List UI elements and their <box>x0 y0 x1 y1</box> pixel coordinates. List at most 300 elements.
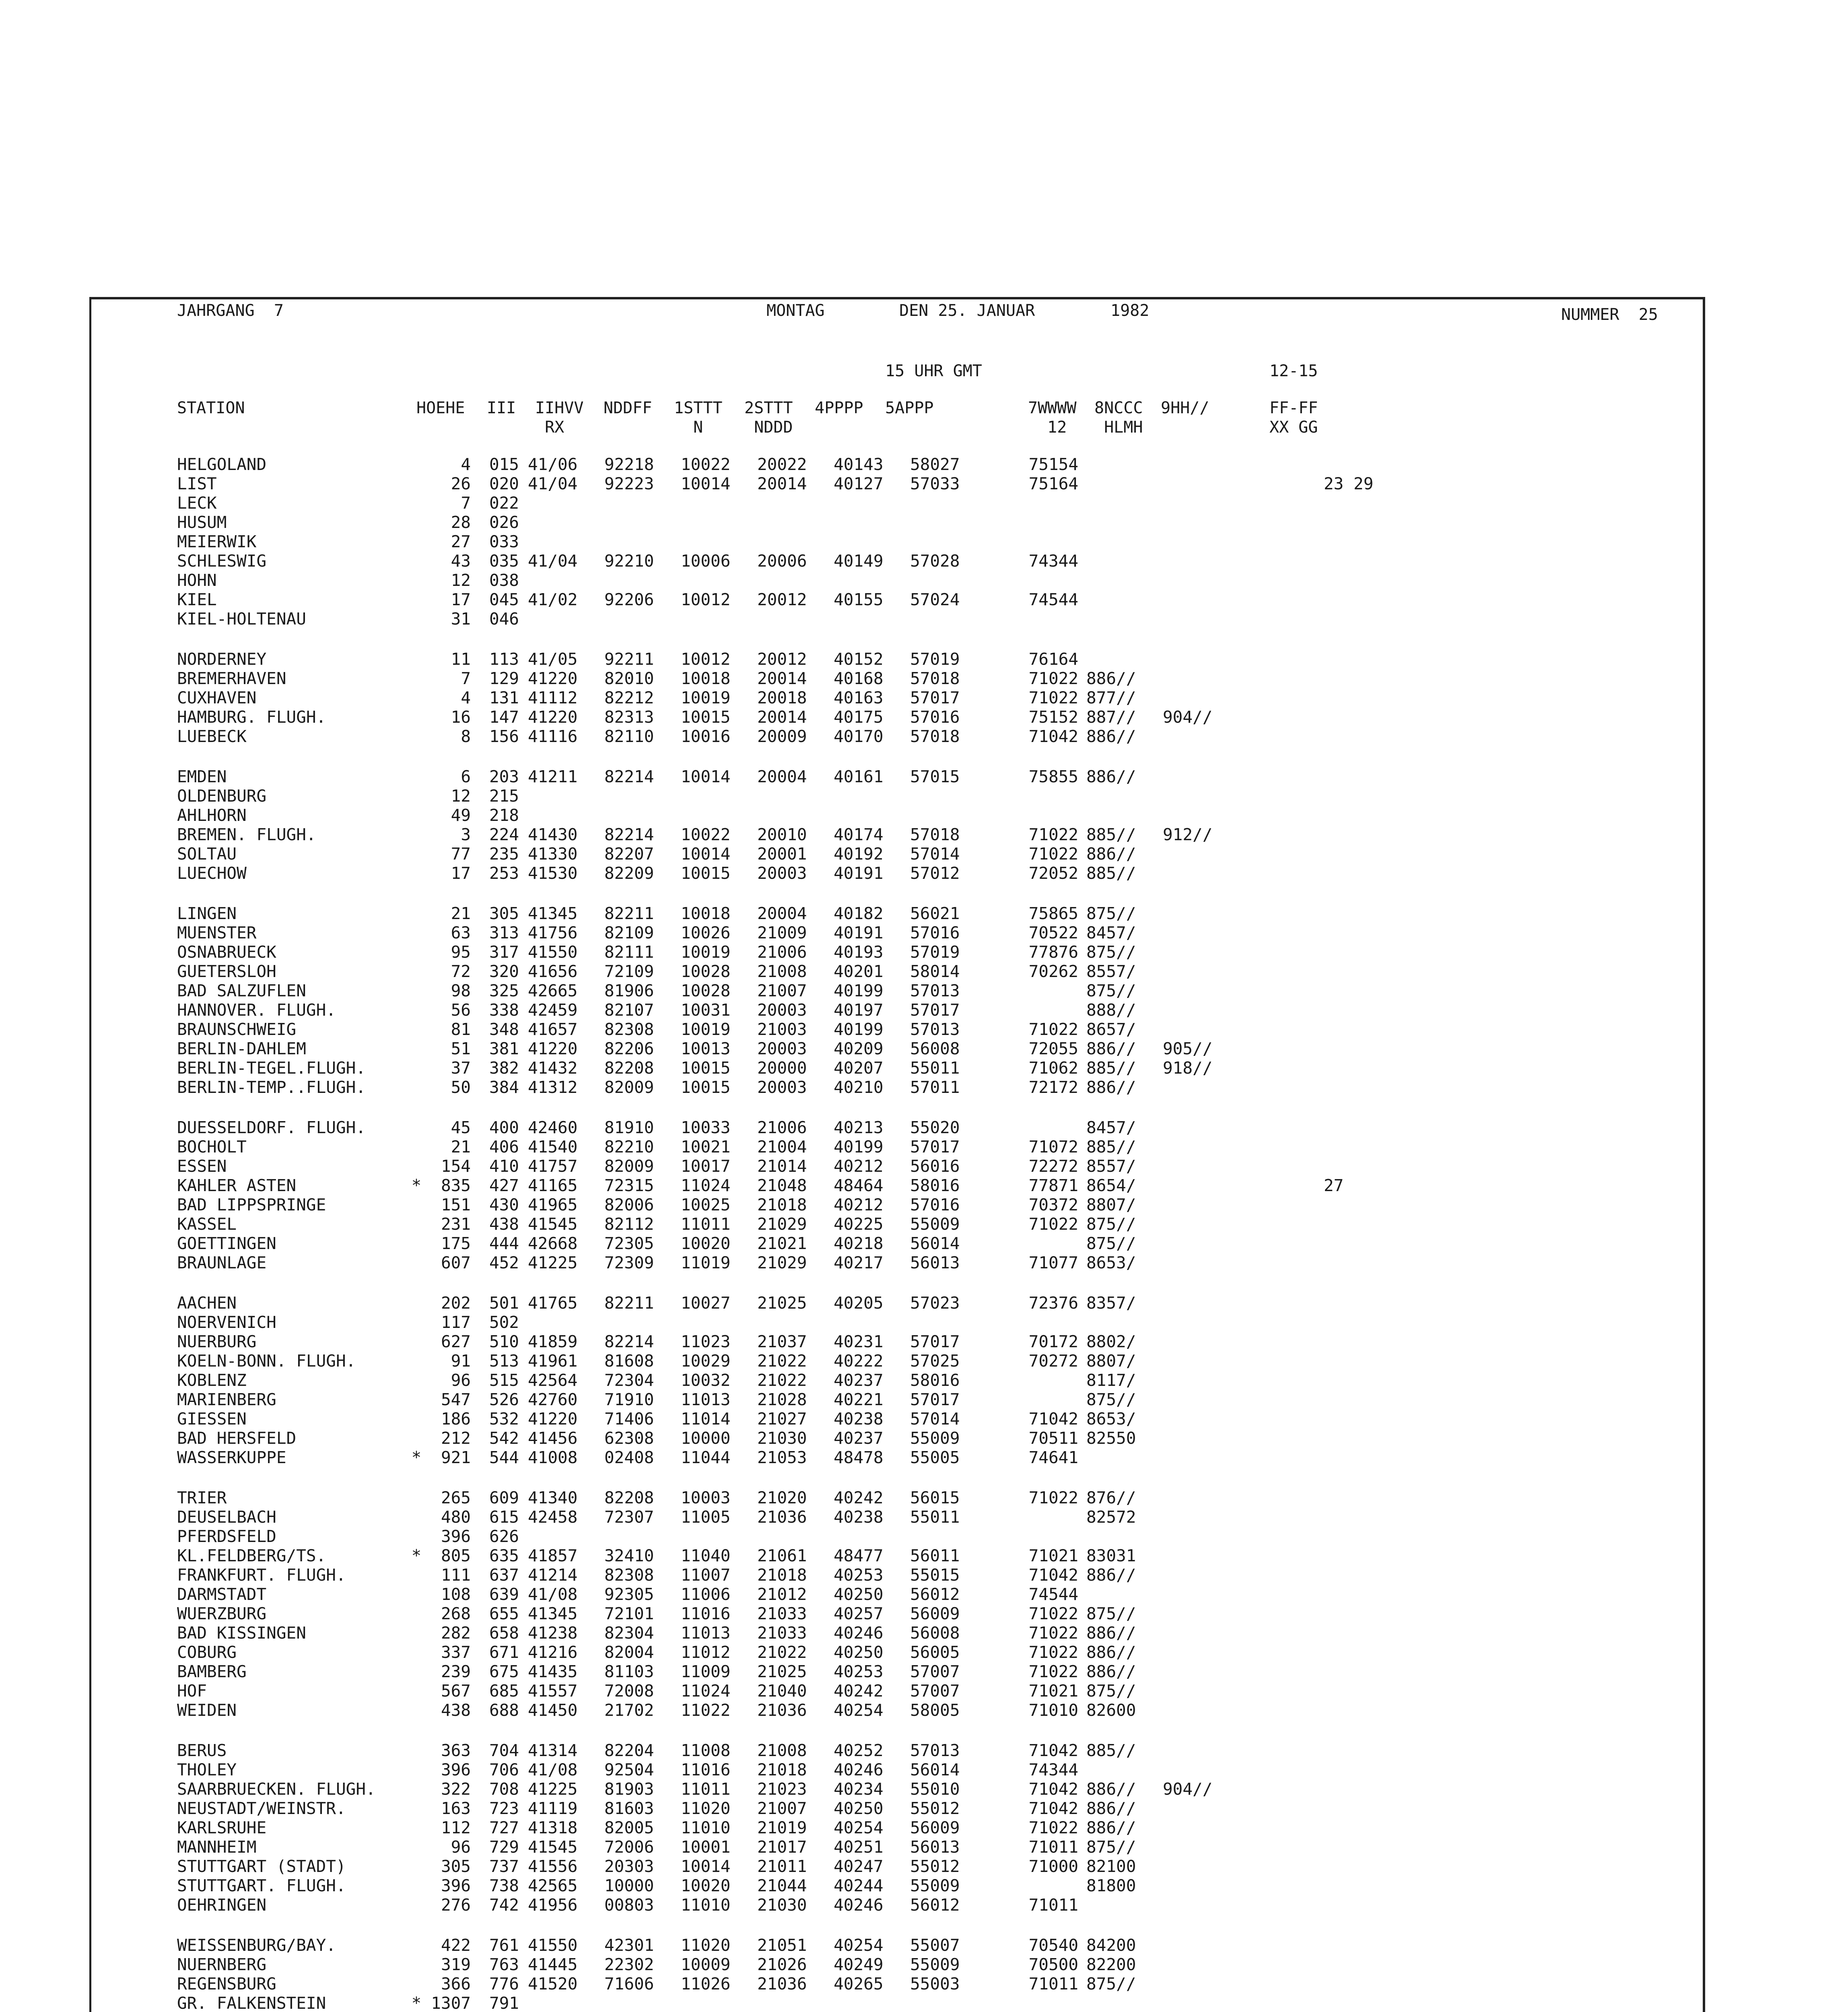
mountain-mark: * <box>411 1448 422 1467</box>
group-4pppp <box>825 806 901 825</box>
hoehe: 438 <box>441 1701 471 1720</box>
group-7wwww: 75152 <box>1028 707 1078 727</box>
group-2sttt: 21007 <box>757 981 807 1000</box>
station-index: 427 <box>489 1176 519 1195</box>
group-ff-ff <box>1227 962 1428 981</box>
group-5appp: 57013 <box>910 1020 960 1039</box>
group-1sttt: 11024 <box>681 1176 731 1195</box>
mountain-mark <box>406 1507 426 1527</box>
station-index: 615 <box>489 1507 519 1527</box>
station-name: NEUSTADT/WEINSTR. <box>177 1799 346 1818</box>
group-4pppp: 40209 <box>834 1039 884 1058</box>
iihvv: 41456 <box>528 1429 578 1448</box>
station-name: WEISSENBURG/BAY. <box>177 1936 336 1955</box>
group-8nccc <box>1086 1527 1163 1546</box>
group-2sttt: 21033 <box>757 1623 807 1643</box>
mountain-mark <box>406 825 426 844</box>
group-2sttt: 21030 <box>757 1429 807 1448</box>
group-1sttt: 10022 <box>681 455 731 474</box>
table-row <box>177 844 1428 864</box>
group-1sttt: 11026 <box>681 1974 731 1993</box>
nddff: 92206 <box>604 590 654 609</box>
station-name: GUETERSLOH <box>177 962 276 981</box>
group-5appp: 57023 <box>910 1293 960 1313</box>
group-9hh <box>1163 1837 1227 1857</box>
mountain-mark <box>406 1020 426 1039</box>
group-8nccc: 886// <box>1086 1039 1136 1058</box>
iihvv: 42665 <box>528 981 578 1000</box>
group-5appp: 57017 <box>910 1000 960 1020</box>
group-9hh <box>1163 1137 1227 1156</box>
station-index: 737 <box>489 1857 519 1876</box>
iihvv: 41008 <box>528 1448 578 1467</box>
group-2sttt: 20001 <box>757 844 807 864</box>
group-8nccc: 8557/ <box>1086 962 1136 981</box>
group-ff-ff <box>1227 1507 1428 1527</box>
group-7wwww: 71011 <box>1028 1974 1078 1993</box>
col-1sttt: 1STTT N <box>674 399 723 437</box>
group-ff-ff <box>1227 1604 1428 1623</box>
station-name: BERLIN-TEGEL.FLUGH. <box>177 1058 366 1078</box>
mountain-mark <box>406 1313 426 1332</box>
group-2sttt <box>748 609 825 629</box>
table-row <box>177 942 1428 962</box>
station-index: 609 <box>489 1488 519 1507</box>
iihvv: 41225 <box>528 1253 578 1272</box>
station-name: OLDENBURG <box>177 786 267 806</box>
mountain-mark <box>406 1779 426 1799</box>
group-ff-ff <box>1227 1058 1428 1078</box>
mountain-mark <box>406 590 426 609</box>
group-8nccc: 886// <box>1086 1779 1136 1799</box>
group-9hh <box>1163 1156 1227 1176</box>
group-2sttt: 21004 <box>757 1137 807 1156</box>
group-5appp: 57011 <box>910 1078 960 1097</box>
nddff <box>595 513 672 532</box>
table-row <box>177 513 1428 532</box>
group-9hh <box>1163 806 1227 825</box>
group-4pppp: 40242 <box>834 1681 884 1701</box>
station-index: 688 <box>489 1701 519 1720</box>
hoehe: 12 <box>451 571 471 590</box>
group-2sttt: 21044 <box>757 1876 807 1895</box>
group-1sttt: 11044 <box>681 1448 731 1467</box>
nddff <box>595 806 672 825</box>
group-8nccc: 8802/ <box>1086 1332 1136 1351</box>
station-name: MEIERWIK <box>177 532 257 551</box>
group-4pppp: 40246 <box>834 1895 884 1915</box>
group-4pppp: 40253 <box>834 1662 884 1681</box>
station-index: 430 <box>489 1195 519 1214</box>
group-2sttt: 20022 <box>757 455 807 474</box>
station-index: 639 <box>489 1585 519 1604</box>
group-7wwww <box>982 1371 1086 1390</box>
group-7wwww <box>982 806 1086 825</box>
station-index: 515 <box>489 1371 519 1390</box>
group-4pppp: 40199 <box>834 1137 884 1156</box>
group-2sttt: 20018 <box>757 688 807 707</box>
station-index: 727 <box>489 1818 519 1837</box>
mountain-mark <box>406 1390 426 1409</box>
group-1sttt: 11005 <box>681 1507 731 1527</box>
group-8nccc <box>1086 609 1163 629</box>
group-9hh <box>1163 1643 1227 1662</box>
iihvv: 41216 <box>528 1643 578 1662</box>
nddff: 32410 <box>604 1546 654 1565</box>
nddff: 22302 <box>604 1955 654 1974</box>
group-7wwww: 71042 <box>1028 1799 1078 1818</box>
mountain-mark <box>406 455 426 474</box>
group-4pppp: 40193 <box>834 942 884 962</box>
station-index: 020 <box>489 474 519 493</box>
table-row <box>177 864 1428 883</box>
group-4pppp: 40222 <box>834 1351 884 1371</box>
group-5appp: 57014 <box>910 1409 960 1429</box>
group-4pppp: 40250 <box>834 1585 884 1604</box>
station-index: 635 <box>489 1546 519 1565</box>
hoehe: 26 <box>451 474 471 493</box>
station-name: KL.FELDBERG/TS. <box>177 1546 326 1565</box>
group-7wwww: 71021 <box>1028 1681 1078 1701</box>
group-2sttt <box>748 806 825 825</box>
group-7wwww: 71011 <box>1028 1837 1078 1857</box>
group-5appp: 57017 <box>910 1390 960 1409</box>
group-7wwww: 71077 <box>1028 1253 1078 1272</box>
group-5appp: 55005 <box>910 1448 960 1467</box>
table-row <box>177 1799 1428 1818</box>
group-7wwww: 71022 <box>1028 1604 1078 1623</box>
group-5appp: 57018 <box>910 727 960 746</box>
group-2sttt <box>748 532 825 551</box>
group-1sttt: 10009 <box>681 1955 731 1974</box>
table-row <box>177 571 1428 590</box>
iihvv: 41545 <box>528 1837 578 1857</box>
iihvv: 42668 <box>528 1234 578 1253</box>
nddff: 71910 <box>604 1390 654 1409</box>
station-index: 776 <box>489 1974 519 1993</box>
group-2sttt: 21008 <box>757 1741 807 1760</box>
iihvv: 41656 <box>528 962 578 981</box>
group-9hh <box>1163 1488 1227 1507</box>
group-2sttt: 20004 <box>757 904 807 923</box>
nddff: 82211 <box>604 904 654 923</box>
group-ff-ff <box>1227 1857 1428 1876</box>
group-7wwww: 71022 <box>1028 1488 1078 1507</box>
mountain-mark <box>406 1974 426 1993</box>
group-5appp: 58027 <box>910 455 960 474</box>
station-name: BAD KISSINGEN <box>177 1623 306 1643</box>
station-name: BAD LIPPSPRINGE <box>177 1195 326 1214</box>
group-7wwww: 72272 <box>1028 1156 1078 1176</box>
table-row <box>177 1507 1428 1527</box>
hoehe: 77 <box>451 844 471 864</box>
iihvv: 42564 <box>528 1371 578 1390</box>
group-5appp: 57016 <box>910 923 960 942</box>
table-row <box>177 590 1428 609</box>
hoehe: 480 <box>441 1507 471 1527</box>
mountain-mark <box>406 1234 426 1253</box>
table-row <box>177 1857 1428 1876</box>
station-name: BAMBERG <box>177 1662 247 1681</box>
group-9hh <box>1163 1214 1227 1234</box>
group-7wwww: 71042 <box>1028 1779 1078 1799</box>
iihvv: 41550 <box>528 1936 578 1955</box>
observation-period: 12-15 <box>1269 362 1318 380</box>
station-index: 131 <box>489 688 519 707</box>
table-row <box>177 1156 1428 1176</box>
table-row <box>177 1779 1428 1799</box>
group-5appp: 56011 <box>910 1546 960 1565</box>
table-row <box>177 1058 1428 1078</box>
hoehe: 202 <box>441 1293 471 1313</box>
group-1sttt: 11011 <box>681 1779 731 1799</box>
nddff: 72309 <box>604 1253 654 1272</box>
group-1sttt: 10017 <box>681 1156 731 1176</box>
group-9hh <box>1163 1527 1227 1546</box>
group-2sttt: 20003 <box>757 1039 807 1058</box>
col-2sttt: 2STTT NDDD <box>744 399 793 437</box>
group-ff-ff <box>1227 1448 1428 1467</box>
iihvv <box>519 493 595 513</box>
group-7wwww: 70272 <box>1028 1351 1078 1371</box>
group-9hh <box>1163 981 1227 1000</box>
hoehe: 4 <box>461 455 471 474</box>
station-name: THOLEY <box>177 1760 237 1779</box>
mountain-mark: * <box>411 1176 422 1195</box>
table-row <box>177 455 1428 474</box>
group-2sttt: 21023 <box>757 1779 807 1799</box>
group-9hh: 904// <box>1163 707 1213 727</box>
group-2sttt: 21040 <box>757 1681 807 1701</box>
iihvv: 41214 <box>528 1565 578 1585</box>
mountain-mark <box>406 1701 426 1720</box>
group-8nccc: 8117/ <box>1086 1371 1136 1390</box>
station-name: GOETTINGEN <box>177 1234 276 1253</box>
group-4pppp: 40199 <box>834 981 884 1000</box>
station-index: 384 <box>489 1078 519 1097</box>
group-4pppp <box>825 1993 901 2012</box>
group-7wwww: 70262 <box>1028 962 1078 981</box>
table-row <box>177 904 1428 923</box>
group-1sttt: 10026 <box>681 923 731 942</box>
station-index: 704 <box>489 1741 519 1760</box>
hoehe: 265 <box>441 1488 471 1507</box>
group-5appp: 55015 <box>910 1565 960 1585</box>
nddff: 72006 <box>604 1837 654 1857</box>
group-4pppp: 40149 <box>834 551 884 571</box>
group-2sttt <box>748 1313 825 1332</box>
group-4pppp: 40246 <box>834 1760 884 1779</box>
group-4pppp <box>825 1313 901 1332</box>
hoehe: 111 <box>441 1565 471 1585</box>
group-8nccc <box>1086 649 1163 669</box>
group-8nccc: 8357/ <box>1086 1293 1136 1313</box>
group-5appp: 57019 <box>910 649 960 669</box>
hoehe: 96 <box>451 1371 471 1390</box>
iihvv: 42458 <box>528 1507 578 1527</box>
table-row <box>177 1351 1428 1371</box>
group-8nccc <box>1086 1895 1163 1915</box>
group-9hh <box>1163 590 1227 609</box>
group-5appp: 57007 <box>910 1681 960 1701</box>
group-1sttt <box>672 493 748 513</box>
group-7wwww <box>982 1527 1086 1546</box>
group-8nccc: 886// <box>1086 767 1136 786</box>
station-index: 215 <box>489 786 519 806</box>
nddff: 82005 <box>604 1818 654 1837</box>
station-name: BERLIN-TEMP..FLUGH. <box>177 1078 366 1097</box>
group-7wwww: 71022 <box>1028 1818 1078 1837</box>
group-ff-ff <box>1227 1195 1428 1214</box>
group-2sttt: 20003 <box>757 864 807 883</box>
hoehe: 7 <box>461 493 471 513</box>
hoehe: 305 <box>441 1857 471 1876</box>
group-2sttt: 21018 <box>757 1565 807 1585</box>
group-2sttt: 21025 <box>757 1293 807 1313</box>
table-row <box>177 1020 1428 1039</box>
group-ff-ff <box>1227 493 1428 513</box>
iihvv: 41450 <box>528 1701 578 1720</box>
nddff: 82313 <box>604 707 654 727</box>
group-1sttt: 10006 <box>681 551 731 571</box>
mountain-mark <box>406 688 426 707</box>
group-ff-ff <box>1227 727 1428 746</box>
station-name: NUERBURG <box>177 1332 257 1351</box>
nddff <box>595 609 672 629</box>
group-8nccc: 875// <box>1086 904 1136 923</box>
table-row <box>177 1974 1428 1993</box>
group-8nccc: 886// <box>1086 1818 1136 1837</box>
iihvv: 41345 <box>528 1604 578 1623</box>
group-4pppp: 40250 <box>834 1799 884 1818</box>
group-ff-ff <box>1227 864 1428 883</box>
station-index: 224 <box>489 825 519 844</box>
station-index: 156 <box>489 727 519 746</box>
group-9hh: 912// <box>1163 825 1213 844</box>
group-9hh: 904// <box>1163 1779 1213 1799</box>
group-4pppp: 40192 <box>834 844 884 864</box>
station-name: ESSEN <box>177 1156 227 1176</box>
group-4pppp: 40152 <box>834 649 884 669</box>
mountain-mark <box>406 1078 426 1097</box>
table-row <box>177 1332 1428 1351</box>
group-7wwww <box>982 1390 1086 1409</box>
group-2sttt: 21025 <box>757 1662 807 1681</box>
group-4pppp <box>825 786 901 806</box>
iihvv <box>519 609 595 629</box>
group-7wwww <box>982 513 1086 532</box>
station-name: BAD SALZUFLEN <box>177 981 306 1000</box>
mountain-mark <box>406 1895 426 1915</box>
hoehe: 627 <box>441 1332 471 1351</box>
group-1sttt: 11020 <box>681 1799 731 1818</box>
iihvv <box>519 1993 595 2012</box>
group-1sttt: 10014 <box>681 1857 731 1876</box>
iihvv <box>519 786 595 806</box>
mountain-mark <box>406 1039 426 1058</box>
group-ff-ff <box>1227 1643 1428 1662</box>
group-2sttt: 21029 <box>757 1253 807 1272</box>
group-4pppp: 40254 <box>834 1936 884 1955</box>
group-7wwww: 71010 <box>1028 1701 1078 1720</box>
hoehe: 98 <box>451 981 471 1000</box>
station-index: 382 <box>489 1058 519 1078</box>
nddff: 02408 <box>604 1448 654 1467</box>
nddff: 82107 <box>604 1000 654 1020</box>
group-ff-ff <box>1227 1936 1428 1955</box>
group-4pppp: 40197 <box>834 1000 884 1020</box>
group-7wwww <box>982 981 1086 1000</box>
hoehe: 117 <box>441 1313 471 1332</box>
group-5appp: 56009 <box>910 1818 960 1837</box>
station-index: 400 <box>489 1118 519 1137</box>
group-2sttt: 21022 <box>757 1643 807 1662</box>
station-name: AACHEN <box>177 1293 237 1313</box>
iihvv: 41657 <box>528 1020 578 1039</box>
group-9hh: 905// <box>1163 1039 1213 1058</box>
station-index: 510 <box>489 1332 519 1351</box>
hoehe: 112 <box>441 1818 471 1837</box>
mountain-mark <box>406 1876 426 1895</box>
group-9hh <box>1163 1760 1227 1779</box>
hoehe: 49 <box>451 806 471 825</box>
group-ff-ff <box>1227 590 1428 609</box>
group-2sttt: 21051 <box>757 1936 807 1955</box>
station-index: 038 <box>489 571 519 590</box>
group-4pppp: 40237 <box>834 1371 884 1390</box>
station-index: 317 <box>489 942 519 962</box>
nddff <box>595 1313 672 1332</box>
table-row <box>177 1876 1428 1895</box>
group-ff-ff <box>1227 609 1428 629</box>
group-8nccc: 81800 <box>1086 1876 1136 1895</box>
group-1sttt: 10031 <box>681 1000 731 1020</box>
group-8nccc: 82200 <box>1086 1955 1136 1974</box>
group-1sttt <box>672 1313 748 1332</box>
nddff <box>595 1993 672 2012</box>
group-8nccc: 83031 <box>1086 1546 1136 1565</box>
nddff: 20303 <box>604 1857 654 1876</box>
iihvv <box>519 1527 595 1546</box>
station-name: LECK <box>177 493 217 513</box>
group-1sttt: 11016 <box>681 1604 731 1623</box>
hoehe: 51 <box>451 1039 471 1058</box>
mountain-mark <box>406 1332 426 1351</box>
group-1sttt: 11012 <box>681 1643 731 1662</box>
group-7wwww <box>982 1507 1086 1527</box>
group-8nccc: 82550 <box>1086 1429 1136 1448</box>
group-7wwww <box>982 1118 1086 1137</box>
group-8nccc <box>1086 786 1163 806</box>
group-5appp: 56008 <box>910 1039 960 1058</box>
nddff: 82210 <box>604 1137 654 1156</box>
group-2sttt: 21036 <box>757 1507 807 1527</box>
station-name: WEIDEN <box>177 1701 237 1720</box>
group-1sttt: 11010 <box>681 1895 731 1915</box>
group-ff-ff <box>1227 1527 1428 1546</box>
group-ff-ff <box>1227 806 1428 825</box>
station-name: HAMBURG. FLUGH. <box>177 707 326 727</box>
group-2sttt: 20012 <box>757 649 807 669</box>
iihvv: 41/04 <box>528 474 578 493</box>
station-index: 706 <box>489 1760 519 1779</box>
table-row <box>177 1078 1428 1097</box>
group-1sttt: 10025 <box>681 1195 731 1214</box>
group-1sttt: 10018 <box>681 904 731 923</box>
group-8nccc: 875// <box>1086 1837 1136 1857</box>
iihvv: 41345 <box>528 904 578 923</box>
mountain-mark <box>406 1409 426 1429</box>
